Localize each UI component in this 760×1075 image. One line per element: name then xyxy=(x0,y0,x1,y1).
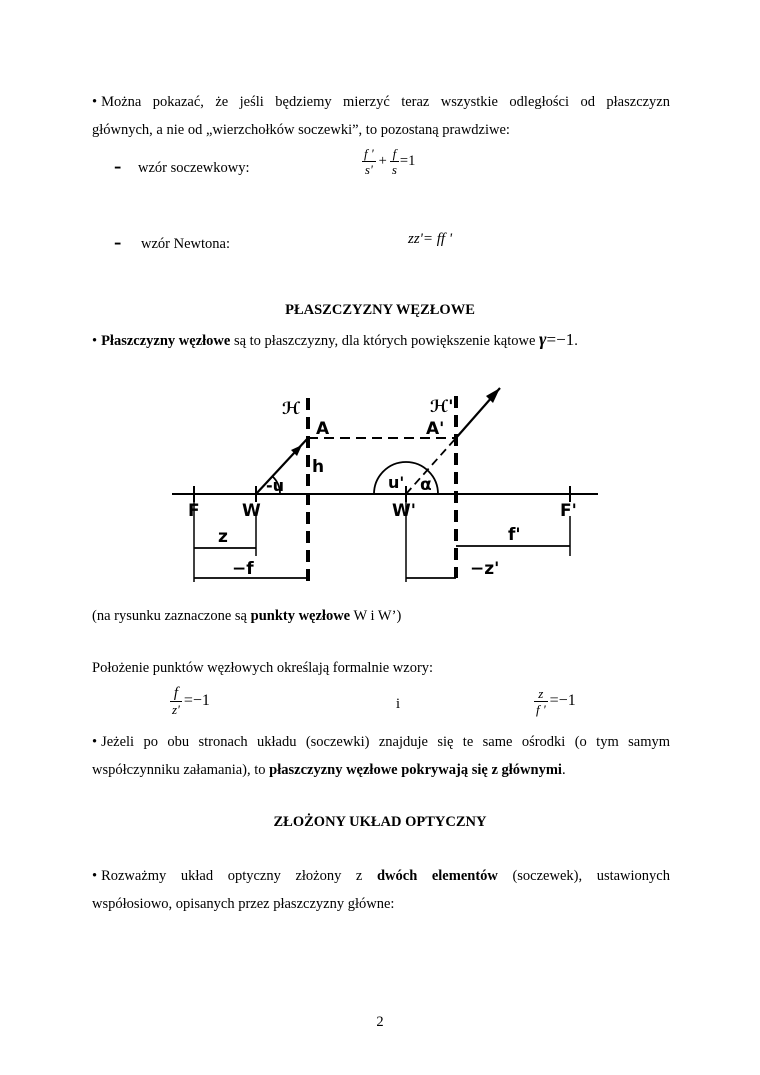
same-medium-paragraph: • Jeżeli po obu stronach układu (soczewki) znajduje się te same ośrodki (o tym samym współczynniku załamania), to płaszczyzny węzłowe pokrywają się z głównymi. xyxy=(92,734,670,778)
label-minus-z-prime: −z' xyxy=(470,559,500,579)
label-w-prime: W' xyxy=(392,501,416,521)
nodal-points-figure xyxy=(170,378,600,588)
nodal-formula-2: $\frac{z}{f '}$ =−1 xyxy=(536,686,576,717)
dash-marker: - xyxy=(114,153,122,178)
fraction: $\frac{f}{s}$ xyxy=(391,146,397,177)
label-h: ℋ xyxy=(282,399,301,419)
fraction: $\frac{f '}{s'}$ xyxy=(364,146,374,177)
lens-formula-label: wzór soczewkowy: xyxy=(138,160,250,176)
bullet-icon: • xyxy=(92,734,98,750)
nodal-formula-1: $\frac{f}{z'}$ =−1 xyxy=(172,685,210,717)
label-alpha: α xyxy=(420,475,432,495)
figure-caption: (na rysunku zaznaczone są punkty węzłowe W i W’) xyxy=(92,608,402,624)
label-u-prime: u' xyxy=(388,473,405,492)
newton-formula-label: wzór Newtona: xyxy=(141,236,230,252)
section-title-compound-system: ZŁOŻONY UKŁAD OPTYCZNY xyxy=(273,814,487,830)
bullet-icon: • xyxy=(92,94,98,110)
intro-paragraph xyxy=(92,88,670,144)
conjunction: i xyxy=(396,696,401,712)
page-number: 2 xyxy=(376,1014,384,1030)
newton-formula: zz'= ff ' xyxy=(408,231,453,247)
label-minus-f: −f xyxy=(232,559,254,579)
label-a: A xyxy=(316,419,330,439)
label-w: W xyxy=(242,501,261,521)
bullet-icon: • xyxy=(92,868,98,884)
label-a-prime: A' xyxy=(426,419,445,439)
label-f-prime-dim: f' xyxy=(508,525,521,545)
fraction: $\frac{f}{z'}$ xyxy=(172,685,180,717)
bullet-icon: • xyxy=(92,333,98,349)
label-h-height: h xyxy=(312,457,325,477)
intro-line-2: głównych, a nie od „wierzchołków soczewki”, to pozostaną prawdziwe: xyxy=(92,122,510,138)
dash-marker: - xyxy=(114,229,122,254)
nodal-planes-definition: • Płaszczyzny węzłowe są to płaszczyzny, dla których powiększenie kątowe γ=−1. xyxy=(92,329,578,349)
nodal-formulas-intro: Położenie punktów węzłowych określają formalnie wzory: xyxy=(92,660,434,676)
compound-system-paragraph: • Rozważmy układ optyczny złożony z dwóch elementów (soczewek), ustawionych współosiowo, opisanych przez płaszczyzny główne: xyxy=(92,868,670,912)
label-z: z xyxy=(218,527,228,547)
section-title-nodal-planes: PŁASZCZYZNY WĘZŁOWE xyxy=(285,302,475,318)
lens-formula: $\frac{f '}{s'}$ + $\frac{f}{s}$ =1 xyxy=(364,146,416,177)
label-minus-u: -u xyxy=(266,476,285,495)
label-f: F xyxy=(188,501,200,521)
fraction: $\frac{z}{f '}$ xyxy=(536,686,546,717)
intro-line-1: Można pokazać, że jeśli będziemy mierzyć teraz wszystkie odległości od płaszczyzn xyxy=(101,94,670,110)
label-f-prime: F' xyxy=(560,501,577,521)
label-h-prime: ℋ' xyxy=(430,397,454,417)
